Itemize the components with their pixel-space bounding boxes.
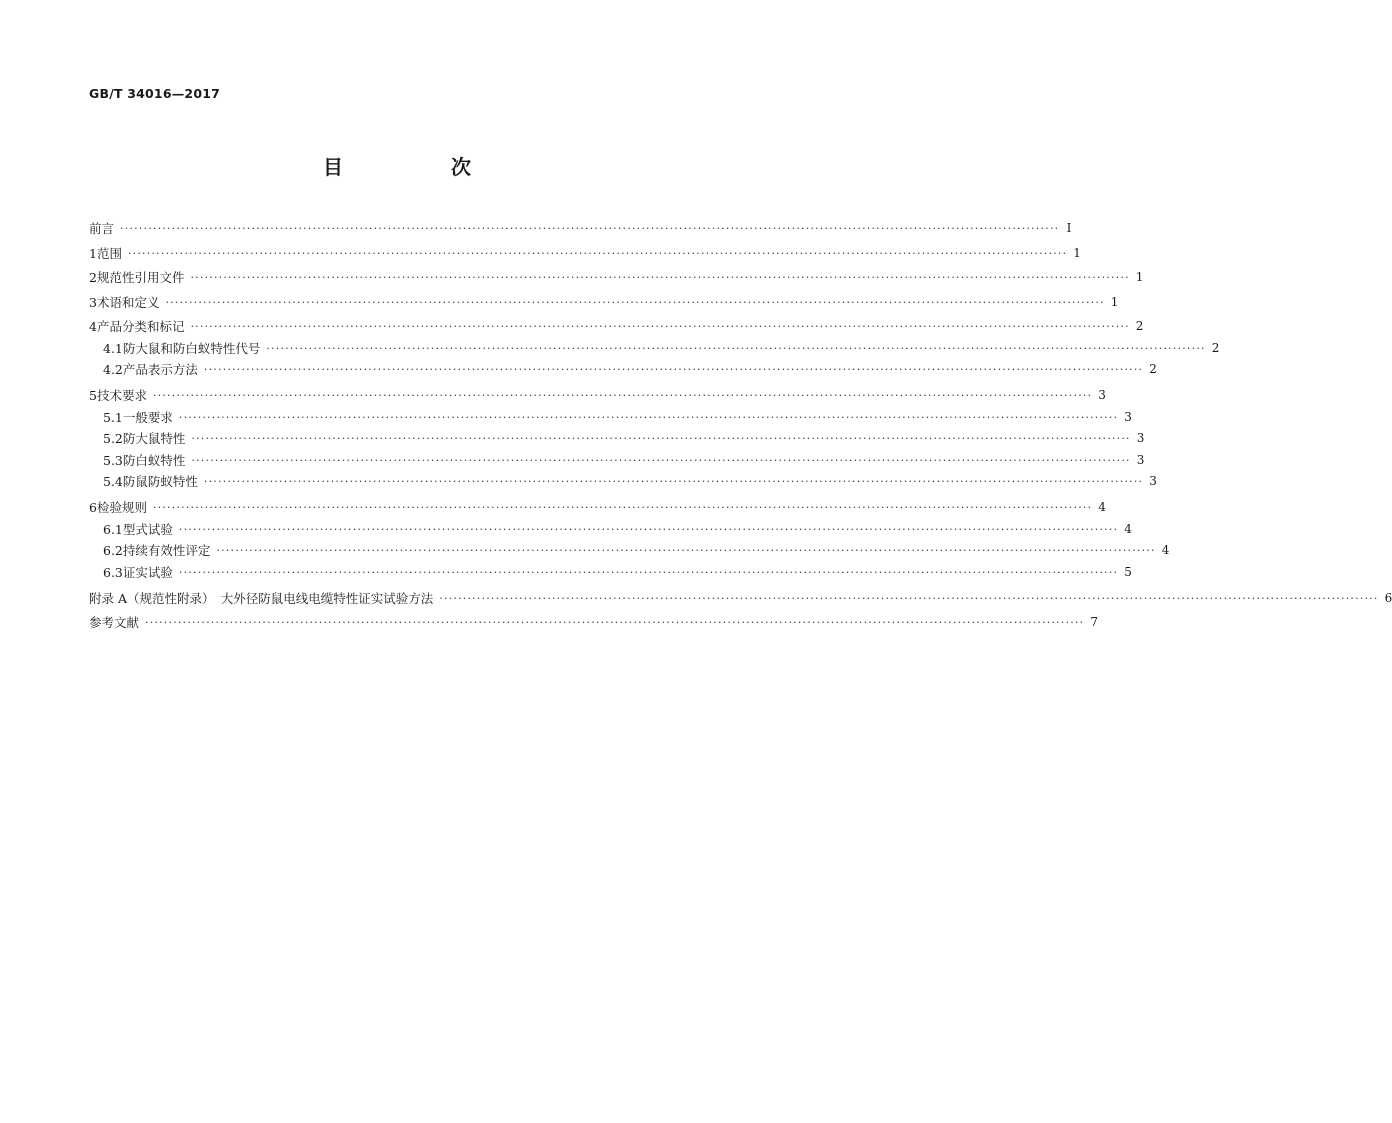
toc-entry[interactable] <box>89 409 1132 428</box>
toc-entry-leader-dots: ········································································································································································································ <box>178 522 1119 536</box>
toc-entry-page-number: 3 <box>1124 409 1132 424</box>
toc-entry-leader-dots: ········································································································································································································ <box>203 475 1144 488</box>
toc-entry-page-number: 4 <box>1124 521 1132 536</box>
toc-entry-page-number: 5 <box>1124 564 1132 579</box>
toc-entry-label: 检验规则 <box>96 500 147 515</box>
toc-entry-label: 防大鼠特性 <box>122 431 186 446</box>
toc-entry-page-number: 4 <box>1161 543 1170 557</box>
toc-entry-number: 6 <box>89 500 97 515</box>
toc-entry-label: 证实试验 <box>122 564 173 580</box>
toc-entry-label: 持续有效性评定 <box>122 543 211 558</box>
toc-entry[interactable] <box>89 316 1144 337</box>
toc-entry[interactable] <box>89 497 1106 518</box>
toc-entry[interactable] <box>89 564 1132 583</box>
toc-entry[interactable] <box>89 292 1119 313</box>
toc-entry[interactable] <box>89 243 1081 264</box>
toc-entry-label: 术语和定义 <box>96 294 160 310</box>
toc-entry-leader-dots: ········································································································································································································ <box>145 616 1085 629</box>
toc-entry-page-number: 3 <box>1136 431 1145 445</box>
toc-entry-label: 型式试验 <box>122 521 173 537</box>
toc-entry-page-number: 6 <box>1384 590 1392 605</box>
toc-entry-number: 5.1 <box>103 409 123 425</box>
toc-entry-number: 5.2 <box>103 431 123 446</box>
toc-entry-page-number: 2 <box>1149 362 1157 376</box>
toc-entry-label: 参考文献 <box>89 615 140 630</box>
toc-entry-leader-dots: ········································································································································································································ <box>439 591 1379 605</box>
toc-entry-page-number: 2 <box>1135 319 1144 333</box>
toc-entry[interactable] <box>89 431 1145 449</box>
toc-entry-leader-dots: ········································································································································································································ <box>178 565 1119 579</box>
toc-entry-page-number: 1 <box>1110 294 1119 309</box>
toc-entry-number: 5.3 <box>103 452 123 468</box>
toc-entry-leader-dots: ········································································································································································································ <box>152 501 1093 514</box>
toc-entry-label: 防大鼠和防白蚁特性代号 <box>122 340 261 356</box>
toc-entry-leader-dots: ········································································································································································································ <box>152 389 1093 402</box>
toc-entry-leader-dots: ········································································································································································································ <box>178 410 1119 424</box>
toc-entry-number: 2 <box>89 270 97 285</box>
toc-entry-label: 防鼠防蚁特性 <box>122 474 198 489</box>
toc-entry-label: 产品分类和标记 <box>96 319 185 334</box>
toc-entry-page-number: 1 <box>1135 270 1144 284</box>
toc-entry[interactable] <box>89 612 1098 633</box>
toc-entry[interactable] <box>89 588 1392 609</box>
toc-entry[interactable] <box>89 452 1145 471</box>
toc-entry-leader-dots: ········································································································································································································ <box>127 246 1068 260</box>
toc-entry-page-number: 7 <box>1090 615 1098 629</box>
toc-entry[interactable] <box>89 218 1072 239</box>
toc-entry-number: 3 <box>89 294 97 310</box>
standard-code: GB/T 34016—2017 <box>89 86 221 101</box>
page-title: 目 次 <box>323 155 515 179</box>
toc-entry-number: 6.2 <box>103 543 123 558</box>
toc-entry[interactable] <box>89 267 1144 288</box>
toc-entry-leader-dots: ········································································································································································································ <box>216 544 1156 557</box>
toc-entry-number: 4.1 <box>103 340 123 356</box>
toc-entry-label: 附录 A（规范性附录） 大外径防鼠电线电缆特性证实试验方法 <box>89 590 434 606</box>
toc-entry-leader-dots: ········································································································································································································ <box>203 363 1144 376</box>
toc-entry-number: 5.4 <box>103 474 123 489</box>
toc-entry-page-number: Ⅰ <box>1066 221 1072 235</box>
toc-entry-page-number: 3 <box>1149 474 1157 488</box>
table-of-contents <box>89 218 1392 637</box>
toc-entry[interactable] <box>89 362 1157 380</box>
toc-entry-label: 产品表示方法 <box>122 362 198 377</box>
toc-entry-leader-dots: ········································································································································································································ <box>165 295 1105 309</box>
toc-entry-label: 规范性引用文件 <box>96 270 185 285</box>
toc-entry-number: 6.1 <box>103 521 123 537</box>
toc-entry-page-number: 1 <box>1073 245 1081 260</box>
toc-entry-page-number: 3 <box>1136 452 1145 467</box>
toc-entry-number: 4 <box>89 319 97 334</box>
toc-entry-number: 1 <box>89 245 97 261</box>
toc-entry-label: 技术要求 <box>96 388 147 403</box>
toc-entry-leader-dots: ········································································································································································································ <box>266 341 1206 355</box>
toc-entry-number: 6.3 <box>103 564 123 580</box>
toc-entry-leader-dots: ········································································································································································································ <box>191 453 1131 467</box>
toc-entry[interactable] <box>89 340 1220 359</box>
toc-entry-label: 范围 <box>96 245 122 261</box>
toc-entry[interactable] <box>89 385 1106 406</box>
toc-entry-number: 5 <box>89 388 97 403</box>
toc-entry[interactable] <box>89 543 1170 561</box>
toc-entry-leader-dots: ········································································································································································································ <box>190 320 1130 333</box>
toc-entry-leader-dots: ········································································································································································································ <box>191 432 1131 445</box>
toc-entry-leader-dots: ········································································································································································································ <box>190 271 1130 284</box>
toc-entry-leader-dots: ········································································································································································································ <box>120 222 1060 235</box>
toc-entry-label: 一般要求 <box>122 409 173 425</box>
toc-entry[interactable] <box>89 474 1157 492</box>
toc-entry-page-number: 3 <box>1098 388 1106 402</box>
toc-entry-page-number: 2 <box>1211 340 1220 355</box>
toc-entry-label: 防白蚁特性 <box>122 452 186 468</box>
toc-entry-number: 4.2 <box>103 362 123 377</box>
toc-entry-page-number: 4 <box>1098 500 1106 514</box>
toc-entry-label: 前言 <box>89 221 115 236</box>
toc-entry[interactable] <box>89 521 1132 540</box>
